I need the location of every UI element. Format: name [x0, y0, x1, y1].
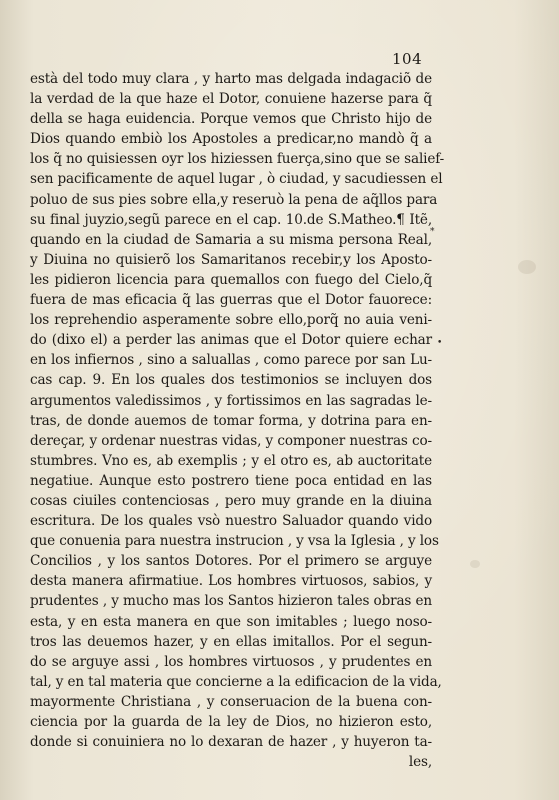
text-line: donde si conuiniera no lo dexaran de hazer , y huyeron ta- — [30, 734, 432, 751]
text-line: prudentes , y mucho mas los Santos hizieron tales obras en — [30, 593, 432, 610]
text-line: poluo de sus pies sobre ella,y reseruò la pena de aq̃llos para — [30, 191, 438, 208]
text-line: do (dixo el) a perder las animas que el Dotor quiere echar — [30, 332, 432, 349]
text-line: los reprehendio asperamente sobre ello,porq̃ no auia veni- — [30, 312, 432, 329]
text-line: cas cap. 9. En los quales dos testimonios se incluyen dos — [30, 372, 432, 389]
paper-stain — [518, 260, 536, 274]
paper-stain — [470, 560, 480, 568]
page-number: 104 — [392, 50, 423, 68]
text-line: ciencia por la guarda de la ley de Dios, no hizieron esto, — [30, 714, 432, 730]
text-line: su final juyzio,segũ parece en el cap. 10.de S.Matheo.¶ Itẽ, — [30, 211, 432, 228]
body-text — [30, 69, 445, 772]
text-line: quando en la ciudad de Samaria a su misma persona Real, — [30, 231, 432, 248]
text-line: los q̃ no quisiessen oyr los hiziessen fuerça,sino que se salief- — [30, 151, 445, 168]
text-line: fuera de mas eficacia q̃ las guerras que el Dotor fauorece: — [30, 292, 432, 309]
text-line: la verdad de la que haze el Dotor, conuiene hazerse para q̃ — [30, 91, 432, 108]
text-line: tros las deuemos hazer, y en ellas imitallos. Por el segun- — [30, 633, 432, 650]
text-line: les pidieron licencia para quemallos con fuego del Cielo,q̃ — [30, 271, 432, 288]
text-line: della se haga euidencia. Porque vemos que Christo hijo de — [30, 111, 432, 128]
text-line: argumentos valedissimos , y fortissimos en las sagradas le- — [30, 392, 432, 409]
text-line: Dios quando embiò los Apostoles a predicar,no mandò q̃ a — [30, 131, 432, 148]
text-line: escritura. De los quales vsò nuestro Saluador quando vido — [30, 513, 432, 530]
text-line: negatiue. Aunque esto postrero tiene poca entidad en las — [30, 472, 432, 489]
text-line: sen pacificamente de aquel lugar , ò ciudad, y sacudiessen el — [30, 171, 443, 188]
text-line: cosas ciuiles contenciosas , pero muy grande en la diuina — [30, 492, 432, 509]
text-line: mayormente Christiana , y conseruacion de la buena con- — [30, 693, 432, 710]
text-line: desta manera afirmatiue. Los hombres virtuosos, sabios, y — [30, 573, 432, 590]
text-line: que conuenia para nuestra instrucion , y vsa la Iglesia , y los — [30, 533, 439, 550]
text-line: tras, de donde auemos de tomar forma, y dotrina para en- — [30, 412, 432, 429]
text-line: stumbres. Vno es, ab exemplis ; y el otro es, ab auctoritate — [30, 452, 432, 469]
text-line: en los infiernos , sino a saluallas , como parece por san Lu- — [30, 352, 432, 369]
text-line: dereçar, y ordenar nuestras vidas, y componer nuestras co- — [30, 432, 432, 449]
text-line: do se arguye assi , los hombres virtuosos , y prudentes en — [30, 653, 432, 670]
text-line: tal, y en tal materia que concierne a la edificacion de la vida, — [30, 673, 442, 690]
text-line: Concilios , y los santos Dotores. Por el primero se arguye — [30, 553, 432, 570]
margin-mark: • — [437, 338, 443, 348]
margin-mark: * — [430, 227, 435, 237]
text-line: y Diuina no quisierõ los Samaritanos recebir,y los Aposto- — [30, 251, 432, 268]
text-line: està del todo muy clara , y harto mas delgada indagaciõ de — [30, 71, 432, 87]
catchword: les, — [408, 754, 432, 771]
text-line: esta, y en esta manera en que son imitables ; luego noso- — [30, 613, 432, 630]
